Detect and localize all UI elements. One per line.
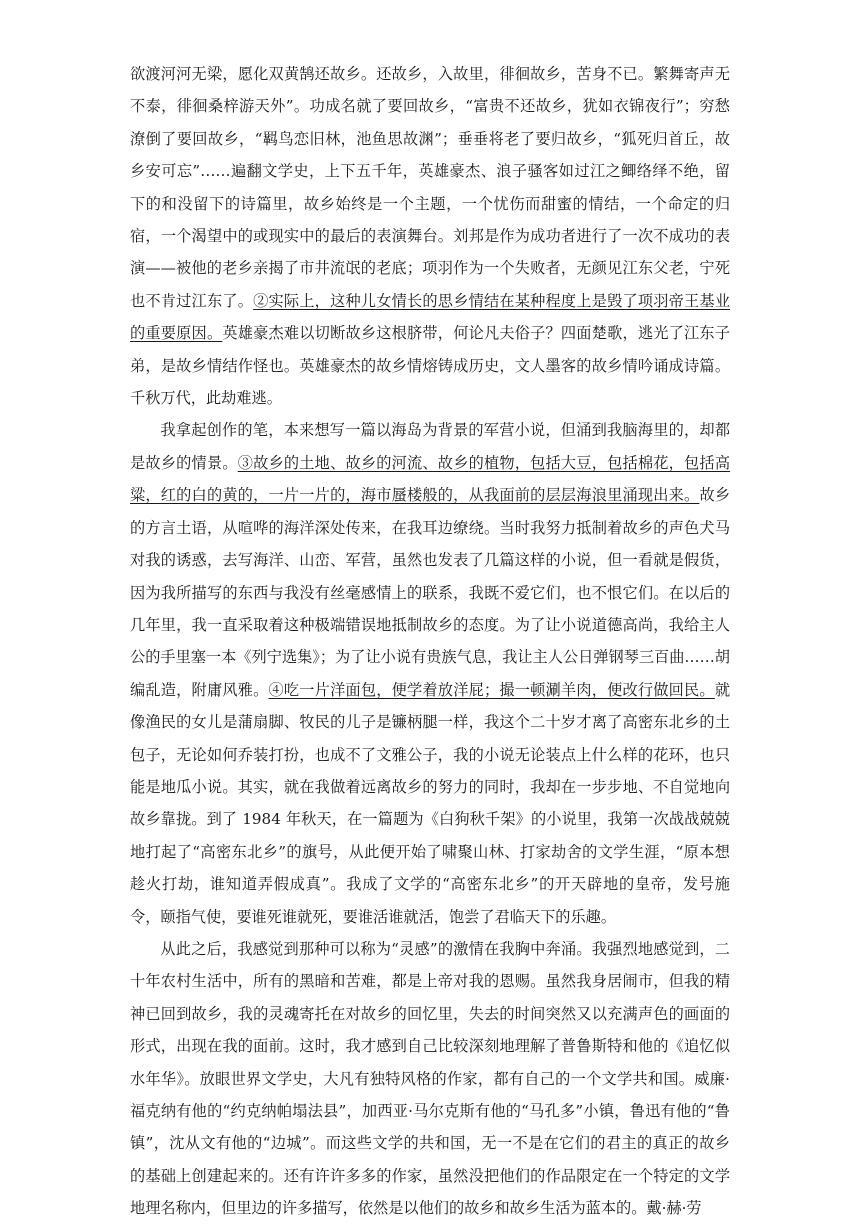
paragraph-1-text-a: 欲渡河河无梁，愿化双黄鹄还故乡。还故乡，入故里，徘徊故乡，苦身不已。繁舞寄声无不泰，徘徊桑梓游天外”。功成名就了要回故乡，“富贵不还故乡，犹如衣锦夜行”；穷愁潦倒了要回故乡，“羁鸟恋旧林，池鱼思故渊”；垂垂将老了要归故乡，“狐死归首丘，故乡安可忘”……遍翻文学史，上下五千年，英雄豪杰、浪子骚客如过江之鲫络绎不绝，留下的和没留下的诗篇里，故乡始终是一个主题，一个忧伤而甜蜜的情结，一个命定的归宿，一个渴望中的或现实中的最后的表演舞台。刘邦是作为成功者进行了一次不成功的表演——被他的老乡亲揭了市井流氓的老底；项羽作为一个失败者，无颜见江东父老，宁死也不肯过江东了。 (130, 65, 730, 310)
underlined-sentence-3: ③故乡的土地、故乡的河流、故乡的植物，包括大豆，包括棉花，包括高粱，红的白的黄的，一片一片的，海市蜃楼般的，从我面前的层层海浪里涌现出来。 (130, 453, 731, 505)
paragraph-2-text-b: 故乡的方言土语，从喧哗的海洋深处传来，在我耳边缭绕。当时我努力抵制着故乡的声色犬马对我的诱惑，去写海洋、山峦、军营，虽然也发表了几篇这样的小说，但一看就是假货，因为我所描写的东西与我没有丝毫感情上的联系，我既不爱它们，也不恨它们。在以后的几年里，我一直采取着这种极端错误地抵制故乡的态度。为了让小说道德高尚，我给主人公的手里塞一本《列宁选集》；为了让小说有贵族气息，我让主人公日弹钢琴三百曲……胡编乱造，附庸风雅。 (130, 486, 731, 699)
paragraph-2 (130, 414, 730, 933)
underlined-sentence-4: ④吃一片洋面包，便学着放洋屁；撮一顿涮羊肉，便改行做回民。 (268, 680, 715, 699)
underlined-sentence-2: ②实际上，这种儿女情长的思乡情结在某种程度上是毁了项羽帝王基业的重要原因。 (130, 291, 731, 343)
paragraph-3-text-a: 从此之后，我感觉到那种可以称为“灵感”的激情在我胸中奔涌。我强烈地感觉到，二十年农村生活中，所有的黑暗和苦难，都是上帝对我的恩赐。虽然我身居闹市，但我的精神已回到故乡，我的灵魂寄托在对故乡的回忆里，失去的时间突然又以充满声色的画面的形式，出现在我的面前。这时，我才感到自己比较深刻地理解了普鲁斯特和他的《追忆似水年华》。放眼世界文学史，大凡有独特风格的作家，都有自己的一个文学共和国。威廉·福克纳有他的“约克纳帕塌法县”，加西亚·马尔克斯有他的“马孔多”小镇，鲁迅有他的“鲁镇”，沈从文有他的“边城”。而这些文学的共和国，无一不是在它们的君主的真正的故乡的基础上创建起来的。还有许许多多的作家，虽然没把他们的作品限定在一个特定的文学地理名称内，但里边的许多描写，依然是以他们的故乡和故乡生活为蓝本的。戴·赫·劳 (130, 939, 730, 1218)
document-page (130, 58, 730, 1225)
paragraph-2-text-a: 我拿起创作的笔，本来想写一篇以海岛为背景的军营小说，但涌到我脑海里的，却都是故乡的情景。 (130, 421, 730, 472)
paragraph-3 (130, 933, 730, 1225)
paragraph-1 (130, 58, 730, 414)
paragraph-2-text-c: 就像渔民的女儿是蒲扇脚、牧民的儿子是镰柄腿一样，我这个二十岁才离了高密东北乡的土包子，无论如何乔装打扮，也成不了文雅公子，我的小说无论装点上什么样的花环，也只能是地瓜小说。其实，就在我做着远离故乡的努力的同时，我却在一步步地、不自觉地向故乡靠拢。到了 1984 年秋天，在一篇题为《白狗秋千架》的小说里，我第一次战战兢兢地打起了“高密东北乡”的旗号，从此便开始了啸聚山林、打家劫舍的文学生涯，“原本想趁火打劫，谁知道弄假成真”。我成了文学的“高密东北乡”的开天辟地的皇帝，发号施令，颐指气使，要谁死谁就死，要谁活谁就活，饱尝了君临天下的乐趣。 (130, 680, 731, 926)
paragraph-1-text-b: 英雄豪杰难以切断故乡这根脐带，何论凡夫俗子？四面楚歌，逃光了江东子弟，是故乡情结作怪也。英雄豪杰的故乡情熔铸成历史，文人墨客的故乡情吟诵成诗篇。千秋万代，此劫难逃。 (130, 324, 731, 408)
